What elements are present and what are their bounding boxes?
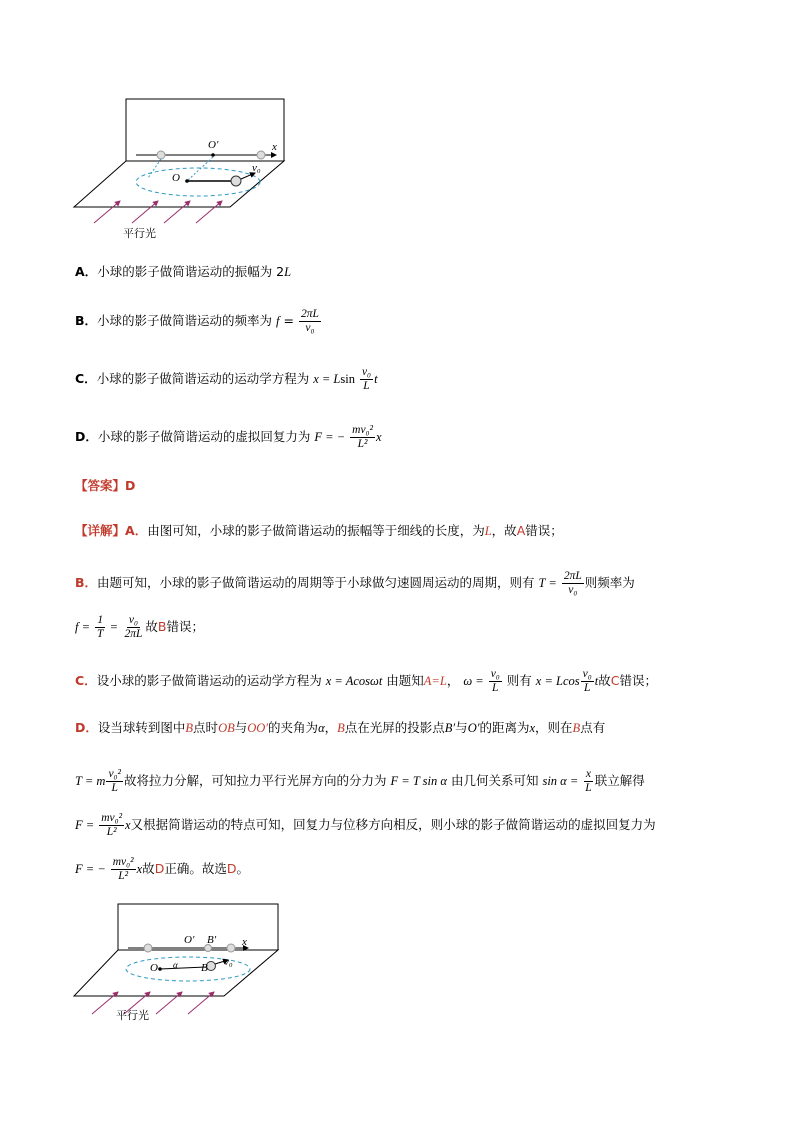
detail-d2-fraction-2: $\frac{x}{L}$ [585,768,592,794]
detail-b: B．由题可知，小球的影子做简谐运动的周期等于小球做匀速圆周运动的周期，则有 T = $\frac{2\pi L}{\text{v₀}}$ 则频率为 [75,570,635,596]
fig2-label-o-prime: O′ [184,934,195,946]
answer: 【答案】D [75,478,136,493]
light-ray-2-1 [92,992,118,1014]
detail-d3-fraction: $\frac{\text{mv₀²}}{\text{L²}}$ [101,812,123,838]
figure-2 [70,900,290,1030]
detail-d-3: F = $\frac{\text{mv₀²}}{\text{L²}}$ x又根据简谐运动的特点可知，回复力与位移方向相反，则小球的影子做简谐运动的虚拟回复力为 [75,812,656,838]
option-a: A．小球的影子做简谐运动的振幅为 2L [75,264,292,279]
fig2-label-o: O [150,962,158,974]
fig1-label-o: O [172,172,180,184]
light-ray-2 [132,201,158,223]
light-ray-1 [94,201,120,223]
detail-d2-fraction-1: $\frac{\text{v₀²}}{L}$ [108,768,122,794]
option-b: B．小球的影子做简谐运动的频率为 f = $\frac{2\pi L}{\text{v₀}}$ [75,308,319,334]
projection-line-left [148,159,161,178]
string-2 [160,967,206,969]
fig2-label-x: x [242,936,247,948]
option-d-fraction: $\frac{\text{mv₀²}}{\text{L²}}$ [352,424,373,450]
detail-c-fraction-2: $\frac{\text{v₀}}{L}$ [582,668,592,694]
point-o-prime [211,153,215,157]
detail-d4-fraction: $\frac{\text{mv₀²}}{\text{L²}}$ [112,856,134,882]
option-c: C．小球的影子做简谐运动的运动学方程为 x = Lsin $\frac{\text{v₀}}{L}$ t [75,366,378,392]
fig2-label-b: B [201,962,208,974]
screen-2 [118,904,278,950]
detail-b2-fraction-1: $\frac{1}{T}$ [97,614,104,640]
detail-c-fraction-1: $\frac{\text{v₀}}{L}$ [490,668,500,694]
point-o [185,179,189,183]
fig2-caption: 平行光 [116,1009,149,1022]
detail-b-2: f = $\frac{1}{T}$ = $\frac{\text{v₀}}{2\pi L}$ 故B错误； [75,614,204,640]
detail-d-2: T = m $\frac{\text{v₀²}}{L}$ 故将拉力分解，可知拉力平行光屏方向的分力为 F = T sin α 由几何关系可知 sin α = $\frac{x}{L}$ 联立解得 [75,768,645,794]
option-c-fraction: $\frac{\text{v₀}}{L}$ [361,366,372,392]
fig1-caption: 平行光 [123,227,156,240]
fig2-label-alpha: α [173,960,178,970]
detail-b2-fraction-2: $\frac{\text{v₀}}{2\pi L}$ [124,614,143,640]
fig2-label-v0: v₀ [224,956,233,968]
light-ray-3 [164,201,190,223]
detail-a: 【详解】A．由图可知，小球的影子做简谐运动的振幅等于细线的长度，为L，故A错误； [75,523,563,538]
shadow-ball-left [157,151,165,159]
fig1-label-x: x [272,141,277,153]
detail-d: D．设当球转到图中B点时OB与OO′的夹角为α，B点在光屏的投影点B′与O′的距离为x，则在B点有 [75,720,606,735]
shadow-ball-right-2 [227,944,235,952]
shadow-ball-right [257,151,265,159]
detail-d-4: F = − $\frac{\text{mv₀²}}{\text{L²}}$ x故D正确。故选D。 [75,856,249,882]
light-ray-4 [196,201,222,223]
fig2-label-b-prime: B′ [207,934,217,946]
point-o-2 [158,967,162,971]
fig1-label-v0: v₀ [252,162,261,174]
option-d: D．小球的影子做简谐运动的虚拟回复力为 F = − $\frac{\text{mv₀²}}{\text{L²}}$ x [75,424,382,450]
option-b-fraction: $\frac{2\pi L}{\text{v₀}}$ [300,308,319,334]
detail-c: C．设小球的影子做简谐运动的运动学方程为 x = Acosωt 由题知A=L， ω = $\frac{\text{v₀}}{L}$ 则有 x = Lcos $\frac{\text{v₀}}{L}$ t故C错误； [75,668,658,694]
fig1-label-o-prime: O′ [208,139,219,151]
light-ray-2-3 [156,992,182,1014]
ball [231,176,241,186]
shadow-ball-left-2 [144,944,152,952]
light-ray-2-4 [188,992,214,1014]
detail-b-fraction: $\frac{2\pi L}{\text{v₀}}$ [563,570,582,596]
